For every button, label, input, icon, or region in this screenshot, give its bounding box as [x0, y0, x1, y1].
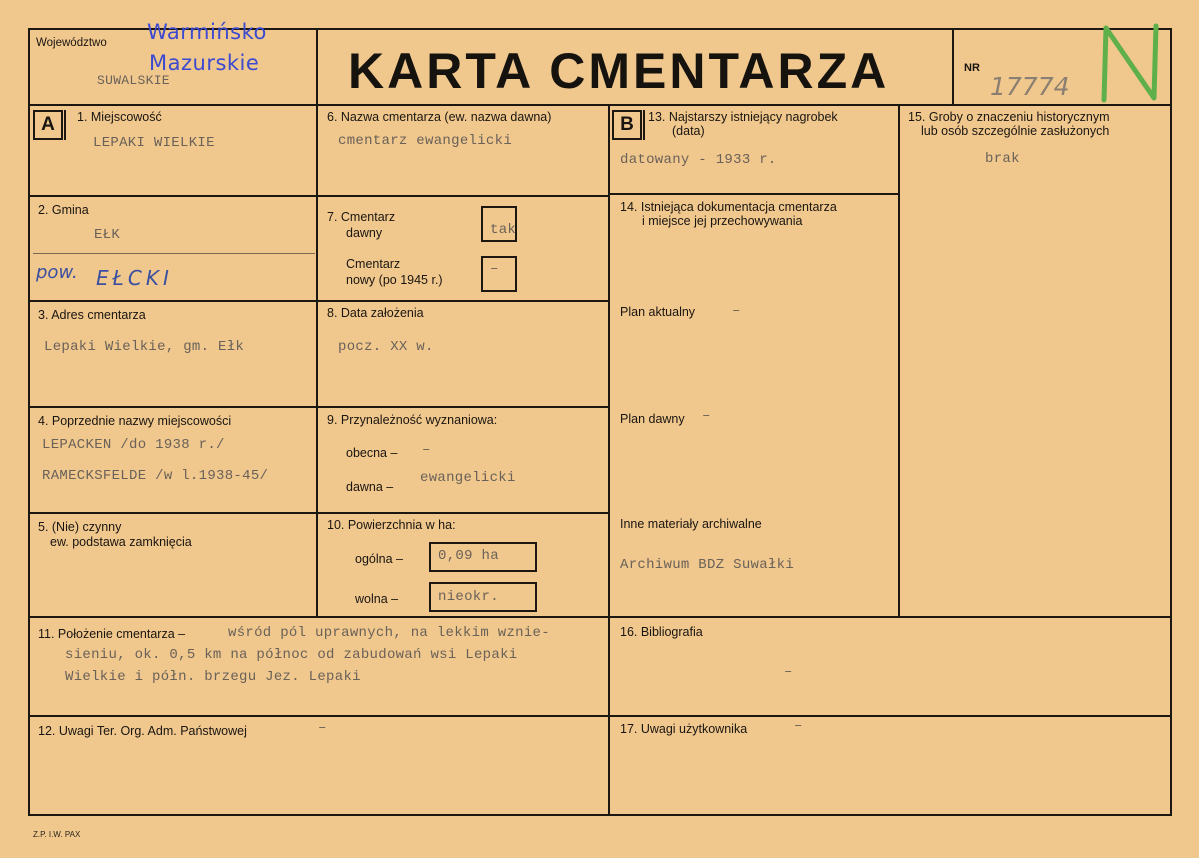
- f4-value-1: LEPACKEN /do 1938 r./: [42, 437, 225, 453]
- row-line-5: [28, 616, 1172, 618]
- f2-value: EŁK: [94, 227, 121, 243]
- divider-header-nr: [952, 28, 954, 106]
- f7-label-a1: 7. Cmentarz: [327, 210, 396, 224]
- f7-label-b1: Cmentarz: [346, 257, 401, 271]
- plan-aktualny-value: –: [732, 303, 741, 319]
- row-line-4: [28, 512, 610, 514]
- f17-value: –: [794, 718, 803, 734]
- stamp-line-2: Mazurskie: [149, 51, 260, 75]
- f1-label: 1. Miejscowość: [77, 110, 162, 124]
- section-a-tick: [64, 110, 66, 140]
- nr-label: NR: [964, 62, 980, 74]
- f11-label: 11. Położenie cmentarza –: [38, 627, 186, 641]
- section-b-tick: [643, 110, 645, 140]
- f2-hand-prefix: pow.: [36, 262, 78, 283]
- f11-line-1: wśród pól uprawnych, na lekkim wznie-: [228, 625, 550, 641]
- f10-ogolna-label: ogólna –: [355, 552, 403, 566]
- f10-ogolna-value: 0,09 ha: [438, 548, 499, 564]
- f9-dawna-value: ewangelicki: [420, 470, 516, 486]
- stamp-line-1: Warmińsko: [147, 20, 267, 44]
- divider-col-3: [898, 104, 900, 618]
- f14-label-1: 14. Istniejąca dokumentacja cmentarza: [620, 200, 837, 214]
- f12-label: 12. Uwagi Ter. Org. Adm. Państwowej: [38, 724, 247, 738]
- printer-imprint: Z.P. I.W. PAX: [33, 830, 81, 839]
- plan-aktualny-label: Plan aktualny: [620, 305, 696, 319]
- f7-box-nowy: [481, 256, 517, 292]
- f2-hand-value: EŁCKI: [96, 266, 173, 290]
- inne-label: Inne materiały archiwalne: [620, 517, 762, 531]
- f7-label-a2: dawny: [346, 226, 383, 240]
- f9-label: 9. Przynależność wyznaniowa:: [327, 413, 498, 427]
- f11-line-3: Wielkie i półn. brzegu Jez. Lepaki: [65, 669, 361, 685]
- plan-dawny-label: Plan dawny: [620, 412, 685, 426]
- f9-obecna-value: –: [422, 442, 431, 458]
- f2-label: 2. Gmina: [38, 203, 89, 217]
- f9-obecna-label: obecna –: [346, 446, 398, 460]
- card-title: KARTA CMENTARZA: [348, 43, 890, 99]
- border-bottom: [28, 814, 1172, 816]
- f13-value: datowany - 1933 r.: [620, 152, 777, 168]
- f11-line-2: sieniu, ok. 0,5 km na północ od zabudowań wsi Lepaki: [65, 647, 518, 663]
- row-line-2: [28, 300, 610, 302]
- f3-value: Lepaki Wielkie, gm. Ełk: [44, 339, 245, 355]
- f7-value-b: –: [490, 261, 499, 277]
- section-a-marker: A: [33, 110, 63, 140]
- f5-label-1: 5. (Nie) czynny: [38, 520, 122, 534]
- f10-wolna-label: wolna –: [355, 592, 399, 606]
- f13-label-2: (data): [672, 124, 705, 138]
- plan-dawny-value: –: [702, 408, 711, 424]
- f8-value: pocz. XX w.: [338, 339, 434, 355]
- f6-label: 6. Nazwa cmentarza (ew. nazwa dawna): [327, 110, 552, 124]
- f10-label: 10. Powierzchnia w ha:: [327, 518, 456, 532]
- f12-value: –: [318, 720, 327, 736]
- f7-value-a: tak: [490, 222, 517, 238]
- f15-value: brak: [985, 151, 1020, 167]
- divider-col-1: [316, 28, 318, 618]
- f4-value-2: RAMECKSFELDE /w l.1938-45/: [42, 468, 269, 484]
- f3-label: 3. Adres cmentarza: [38, 308, 146, 322]
- border-header-bottom: [28, 104, 1172, 106]
- inne-value: Archiwum BDZ Suwałki: [620, 557, 795, 573]
- f16-value: –: [784, 664, 793, 680]
- f15-label-2: lub osób szczególnie zasłużonych: [921, 124, 1110, 138]
- f1-value: LEPAKI WIELKIE: [93, 135, 215, 151]
- f5-label-2: ew. podstawa zamknięcia: [50, 535, 192, 549]
- row-line-3: [28, 406, 610, 408]
- f9-dawna-label: dawna –: [346, 480, 394, 494]
- border-left: [28, 28, 30, 816]
- f6-value: cmentarz ewangelicki: [338, 133, 513, 149]
- divider-col-2: [608, 104, 610, 816]
- f14-label-2: i miejsce jej przechowywania: [642, 214, 803, 228]
- row-line-b1: [610, 193, 898, 195]
- f4-label: 4. Poprzednie nazwy miejscowości: [38, 414, 232, 428]
- wojewodztwo-label: Województwo: [36, 37, 107, 49]
- f17-label: 17. Uwagi użytkownika: [620, 722, 748, 736]
- green-n-mark: [1098, 22, 1164, 104]
- f10-wolna-value: nieokr.: [438, 589, 499, 605]
- gmina-subline: [33, 253, 315, 254]
- f13-label-1: 13. Najstarszy istniejący nagrobek: [648, 110, 838, 124]
- wojewodztwo-value: SUWALSKIE: [97, 73, 170, 88]
- f15-label-1: 15. Groby o znaczeniu historycznym: [908, 110, 1110, 124]
- f7-label-b2: nowy (po 1945 r.): [346, 273, 443, 287]
- f16-label: 16. Bibliografia: [620, 625, 703, 639]
- border-right: [1170, 28, 1172, 816]
- f8-label: 8. Data założenia: [327, 306, 424, 320]
- row-line-1: [28, 195, 610, 197]
- nr-value: 17774: [990, 72, 1070, 101]
- row-line-6: [28, 715, 1172, 717]
- section-b-marker: B: [612, 110, 642, 140]
